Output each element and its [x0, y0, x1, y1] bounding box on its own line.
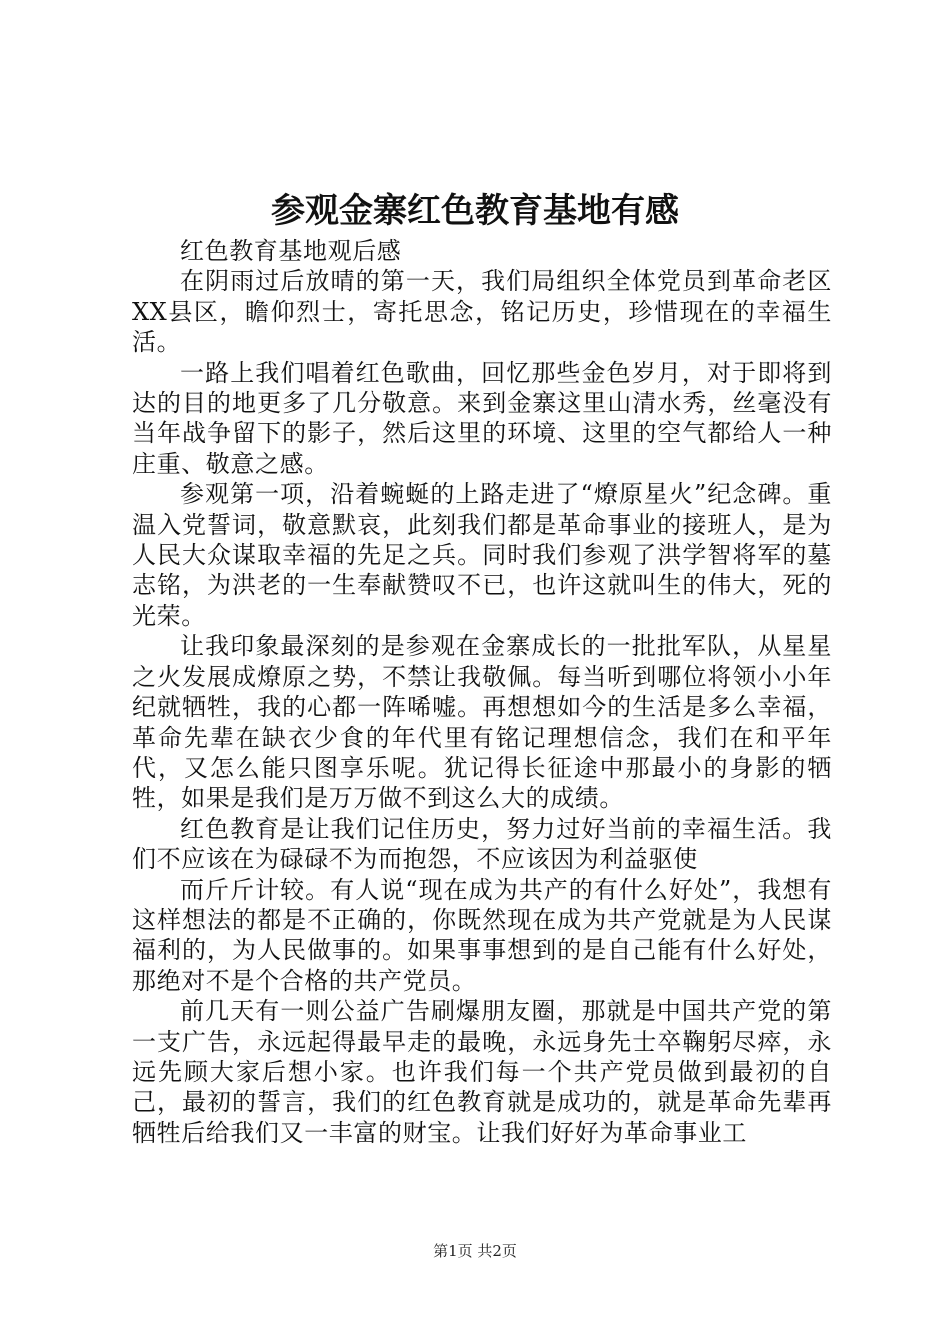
- paragraph: 在阴雨过后放晴的第一天，我们局组织全体党员到革命老区XX县区，瞻仰烈士，寄托思念，铭记历史，珍惜现在的幸福生活。: [132, 267, 832, 357]
- document-title: 参观金寨红色教育基地有感: [271, 191, 679, 231]
- page-number-footer: 第1页 共2页: [433, 1242, 517, 1260]
- paragraph: 红色教育是让我们记住历史，努力过好当前的幸福生活。我们不应该在为碌碌不为而抱怨，不应该因为利益驱使: [132, 814, 832, 874]
- paragraph: 前几天有一则公益广告刷爆朋友圈，那就是中国共产党的第一支广告，永远起得最早走的最晚，永远身先士卒鞠躬尽瘁，永远先顾大家后想小家。也许我们每一个共产党员做到最初的自己，最初的誓言，我们的红色教育就是成功的，就是革命先辈再牺牲后给我们又一丰富的财宝。让我们好好为革命事业工: [132, 997, 832, 1147]
- paragraph: 参观第一项，沿着蜿蜒的上路走进了“燎原星火”纪念碑。重温入党誓词，敬意默哀，此刻我们都是革命事业的接班人，是为人民大众谋取幸福的先足之兵。同时我们参观了洪学智将军的墓志铭，为洪老的一生奉献赞叹不已，也许这就叫生的伟大，死的光荣。: [132, 480, 832, 630]
- paragraph: 让我印象最深刻的是参观在金寨成长的一批批军队，从星星之火发展成燎原之势，不禁让我敬佩。每当听到哪位将领小小年纪就牺牲，我的心都一阵唏嘘。再想想如今的生活是多么幸福，革命先辈在缺衣少食的年代里有铭记理想信念，我们在和平年代，又怎么能只图享乐呢。犹记得长征途中那最小的身影的牺牲，如果是我们是万万做不到这么大的成绩。: [132, 632, 832, 813]
- paragraph-subtitle: 红色教育基地观后感: [180, 237, 402, 265]
- paragraph: 而斤斤计较。有人说“现在成为共产的有什么好处”，我想有这样想法的都是不正确的，你既然现在成为共产党就是为人民谋福利的，为人民做事的。如果事事想到的是自己能有什么好处，那绝对不是个合格的共产党员。: [132, 875, 832, 995]
- document-body: [132, 236, 832, 1148]
- paragraph: 一路上我们唱着红色歌曲，回忆那些金色岁月，对于即将到达的目的地更多了几分敬意。来到金寨这里山清水秀，丝毫没有当年战争留下的影子，然后这里的环境、这里的空气都给人一种庄重、敬意之感。: [132, 358, 832, 478]
